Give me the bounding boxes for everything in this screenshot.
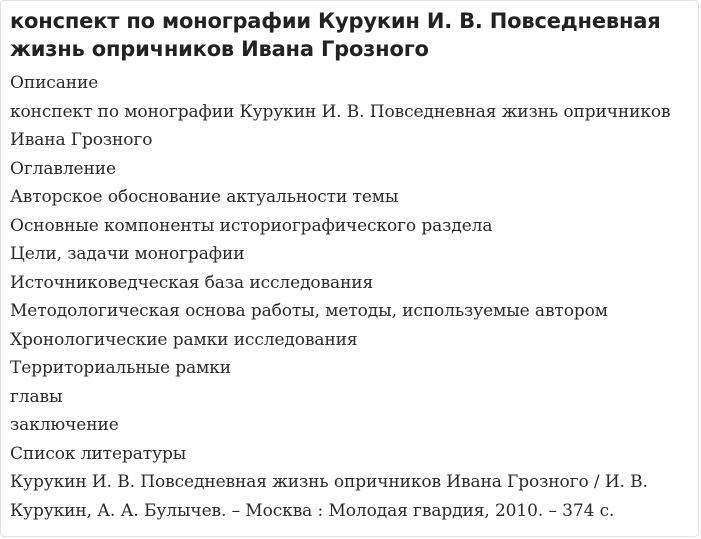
description-heading: Описание — [10, 73, 99, 93]
toc-item: Авторское обоснование актуальности темы — [10, 187, 399, 207]
toc-item: Источниковедческая база исследования — [10, 272, 374, 293]
toc-list — [10, 183, 686, 468]
toc-item: Территориальные рамки — [10, 358, 231, 378]
toc-item: Список литературы — [10, 443, 187, 464]
description-text: конспект по монографии Курукин И. В. Повседневная жизнь опричников Ивана Грозного — [10, 101, 671, 150]
toc-item: Основные компоненты историографического раздела — [10, 215, 493, 236]
toc-item: заключение — [10, 415, 119, 435]
toc-item: Хронологические рамки исследования — [10, 329, 358, 350]
toc-item: главы — [10, 386, 63, 407]
document-title: конспект по монографии Курукин И. В. Повседневная жизнь опричников Ивана Грозного — [10, 9, 661, 61]
toc-item: Методологическая основа работы, методы, используемые автором — [10, 301, 608, 321]
toc-item: Цели, задачи монографии — [10, 244, 245, 264]
bibliography-entry: Курукин И. В. Повседневная жизнь опричников Ивана Грозного / И. В. Курукин, А. А. Булычев. – Москва : Молодая гвардия, 2010. – 374 с. — [10, 472, 648, 521]
toc-heading: Оглавление — [10, 158, 116, 179]
